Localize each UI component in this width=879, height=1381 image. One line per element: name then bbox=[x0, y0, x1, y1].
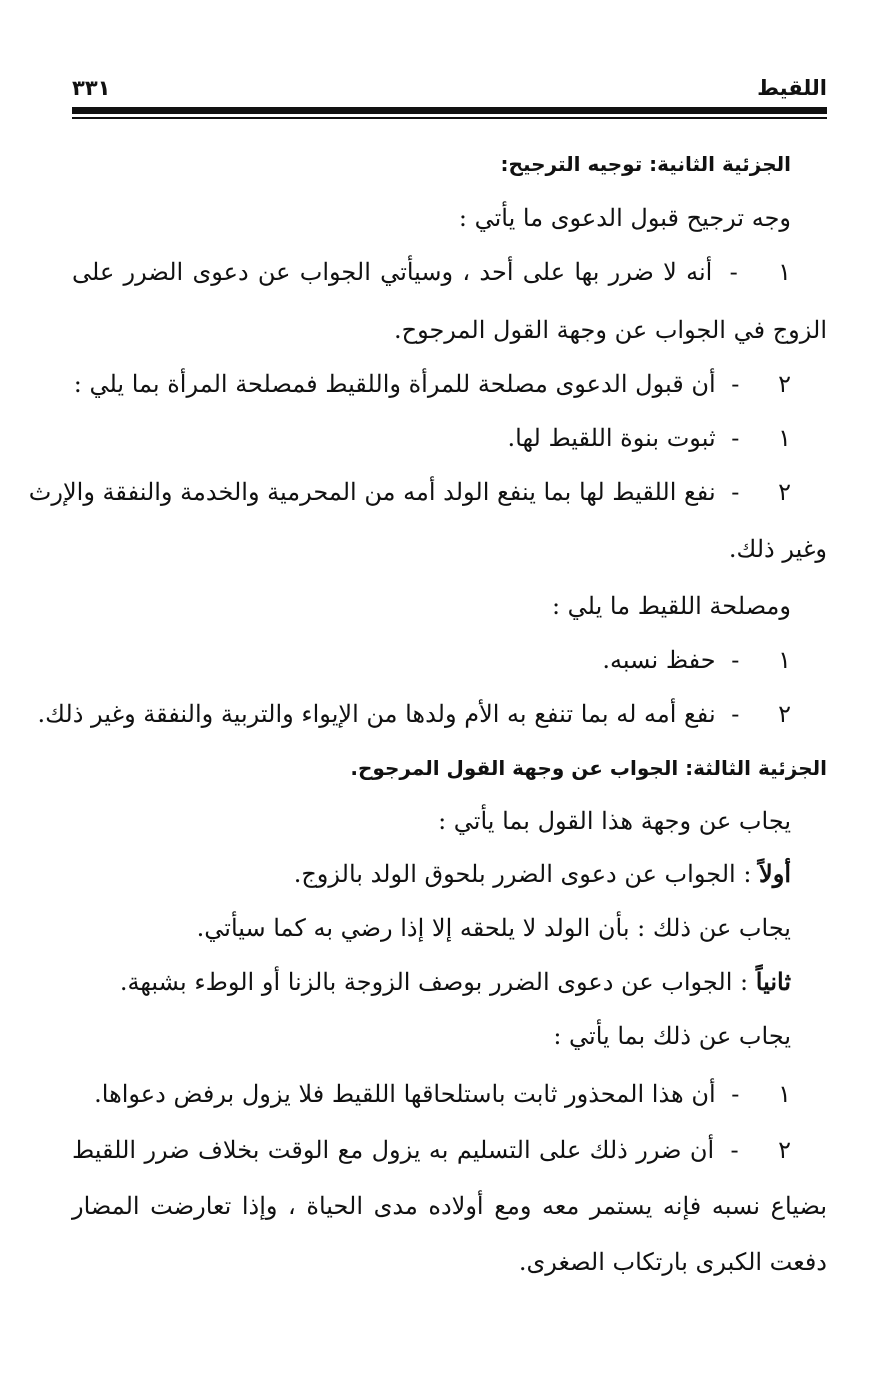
list-item-line: ٢ - نفع اللقيط لها بما ينفع الولد أمه من المحرمية والخدمة والنفقة والإرث bbox=[28, 478, 791, 506]
list-item-line: ١ - ثبوت بنوة اللقيط لها. bbox=[507, 424, 791, 452]
list-item-line: ١ - أن هذا المحذور ثابت باستلحاقها اللقيط فلا يزول برفض دعواها. bbox=[94, 1080, 791, 1108]
ordinal-label: ثانياً bbox=[755, 967, 791, 996]
paragraph-line: بضياع نسبه فإنه يستمر معه ومع أولاده مدى الحياة ، وإذا تعارضت المضار bbox=[72, 1192, 827, 1220]
list-item-line: ٢ - أن ضرر ذلك على التسليم به يزول مع الوقت بخلاف ضرر اللقيط bbox=[72, 1136, 791, 1164]
paragraph-line: الزوج في الجواب عن وجهة القول المرجوح. bbox=[393, 316, 827, 344]
paragraph-line: وجه ترجيح قبول الدعوى ما يأتي : bbox=[458, 204, 791, 232]
paragraph-line: ثانياً : الجواب عن دعوى الضرر بوصف الزوجة بالزنا أو الوطء بشبهة. bbox=[119, 967, 791, 996]
paragraph-line: ومصلحة اللقيط ما يلي : bbox=[551, 592, 791, 620]
header-title: اللقيط bbox=[757, 76, 827, 100]
list-item-line: ٢ - نفع أمه له بما تنفع به الأم ولدها من الإيواء والتربية والنفقة وغير ذلك. bbox=[37, 700, 791, 728]
paragraph-line: وغير ذلك. bbox=[728, 535, 827, 563]
paragraph-line: دفعت الكبرى بارتكاب الصغرى. bbox=[518, 1248, 827, 1276]
running-header bbox=[72, 70, 827, 102]
page-number: ٣٣١ bbox=[72, 76, 111, 100]
section-heading: الجزئية الثالثة: الجواب عن وجهة القول المرجوح. bbox=[350, 756, 827, 780]
header-rule-thin bbox=[72, 117, 827, 119]
paragraph-line: يجاب عن ذلك : بأن الولد لا يلحقه إلا إذا رضي به كما سيأتي. bbox=[196, 914, 791, 942]
list-item-line: ٢ - أن قبول الدعوى مصلحة للمرأة واللقيط فمصلحة المرأة بما يلي : bbox=[73, 370, 791, 398]
list-item-line: ١ - أنه لا ضرر بها على أحد ، وسيأتي الجواب عن دعوى الضرر على bbox=[72, 258, 792, 286]
section-heading: الجزئية الثانية: توجيه الترجيح: bbox=[500, 152, 791, 176]
header-rule-thick bbox=[72, 107, 827, 114]
paragraph-line: يجاب عن ذلك بما يأتي : bbox=[553, 1022, 791, 1050]
ordinal-label: أولاً bbox=[759, 859, 791, 888]
list-item-line: ١ - حفظ نسبه. bbox=[602, 646, 791, 674]
paragraph-line: أولاً : الجواب عن دعوى الضرر بلحوق الولد بالزوج. bbox=[293, 859, 791, 888]
paragraph-line: يجاب عن وجهة هذا القول بما يأتي : bbox=[438, 807, 791, 835]
